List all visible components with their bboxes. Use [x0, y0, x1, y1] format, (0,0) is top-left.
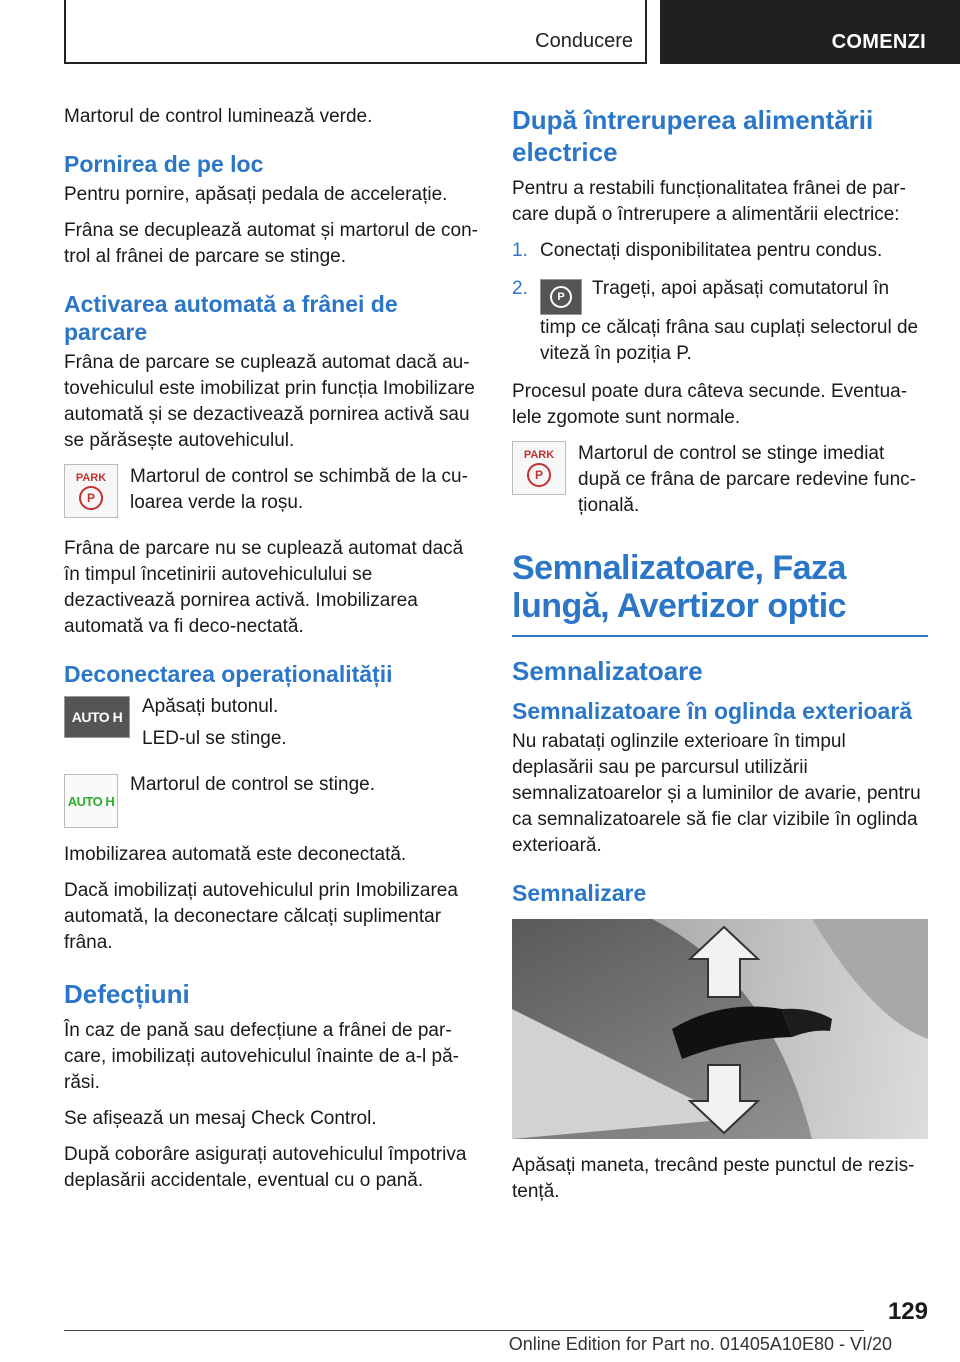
park-brake-icon	[64, 464, 118, 518]
list-item	[512, 238, 928, 264]
park-icon-label: PARK	[75, 471, 107, 484]
heading-defectiuni: Defecțiuni	[64, 979, 190, 1009]
header-chapter-tab	[660, 0, 960, 64]
switch-symbol: P	[550, 286, 572, 308]
park-indicator-text: Martorul de control se schimbă de la cu-loarea verde la roșu.	[130, 466, 468, 513]
autoh-indicator-icon: AUTO H	[64, 774, 118, 828]
heading-deconectare: Deconectarea operaționalității	[64, 661, 393, 687]
heading-pornire: Pornirea de pe loc	[64, 151, 264, 177]
heading-activare: Activarea automată a frânei de parcare	[64, 291, 398, 345]
park-icon-symbol: P	[527, 463, 551, 487]
steps-list	[512, 238, 928, 367]
autoh-press-text: Apăsați butonul.	[142, 696, 279, 717]
activare-paragraph-1: Frâna de parcare se cuplează automat dacă au-tovehiculul este imobilizat prin funcția Imobilizare automată și se dezactivează pornirea activă sau se părăsește autovehiculul.	[64, 352, 475, 451]
defectiuni-paragraph-3: După coborâre asigurați autovehiculul împotriva deplasării accidentale, eventual cu o pană.	[64, 1144, 467, 1191]
heading-dupa-intrerupere: După întreruperea alimentării electrice	[512, 105, 874, 167]
deconectare-paragraph-2: Dacă imobilizați autovehiculul prin Imobilizarea automată, la deconectare călcați suplimentar frâna.	[64, 880, 458, 953]
park-icon-label: PARK	[523, 448, 555, 461]
intro-paragraph: Martorul de control luminează verde.	[64, 106, 373, 127]
chapter-title: Semnalizatoare, Faza lungă, Avertizor optic	[512, 549, 928, 637]
park-off-note	[512, 441, 928, 525]
page-number: 129	[887, 1298, 928, 1325]
list-item	[512, 276, 928, 367]
park-icon-symbol: P	[79, 486, 103, 510]
parking-brake-switch-icon	[540, 279, 582, 315]
pornire-paragraph-2: Frâna se decuplează automat și martorul de con-trol al frânei de parcare se stinge.	[64, 220, 478, 267]
header-section-title: Conducere	[535, 30, 633, 52]
header-chapter-title: COMENZI	[831, 31, 926, 53]
turn-signal-lever-photo	[512, 919, 928, 1139]
heading-oglinda: Semnalizatoare în oglinda exterioară	[512, 698, 913, 724]
deconectare-paragraph-1: Imobilizarea automată este deconectată.	[64, 844, 407, 865]
park-indicator-note	[64, 464, 478, 522]
left-column	[64, 104, 478, 1204]
autoh-indicator-text: Martorul de control se stinge.	[130, 774, 376, 795]
autoh-button-note	[64, 694, 478, 758]
park-brake-icon	[512, 441, 566, 495]
lever-illustration	[512, 919, 928, 1139]
right-column	[512, 104, 928, 1215]
autoh-button-icon: AUTO H	[64, 696, 130, 738]
dupa-paragraph-2: Procesul poate dura câteva secunde. Eventua-lele zgomote sunt normale.	[512, 381, 908, 428]
pornire-paragraph-1: Pentru pornire, apăsați pedala de accelerație.	[64, 184, 448, 205]
heading-semnalizatoare: Semnalizatoare	[512, 656, 703, 686]
heading-semnalizare: Semnalizare	[512, 880, 647, 906]
defectiuni-paragraph-1: În caz de pană sau defecțiune a frânei de par-care, imobilizați autovehiculul înainte de a-l pă-răsi.	[64, 1020, 459, 1093]
step-number: 1.	[512, 240, 528, 261]
step-text: Conectați disponibilitatea pentru condus.	[540, 240, 883, 261]
autoh-led-text: LED-ul se stinge.	[142, 728, 287, 749]
oglinda-paragraph: Nu rabatați oglinzile exterioare în timpul deplasării sau pe parcursul utilizării semnalizatoarelor și a luminilor de avarie, pentru ca semnalizatoarele să fie clar vizibile în oglinda exterioară.	[512, 731, 921, 856]
footer-divider	[64, 1330, 864, 1331]
activare-paragraph-2: Frâna de parcare nu se cuplează automat dacă în timpul încetinirii autovehiculului se dezactivează pornirea activă. Imobilizarea automată va fi deco-nectată.	[64, 538, 464, 637]
defectiuni-paragraph-2: Se afișează un mesaj Check Control.	[64, 1108, 377, 1129]
park-off-text: Martorul de control se stinge imediat după ce frâna de parcare redevine func-țională.	[578, 443, 916, 516]
step-text: Trageți, apoi apăsați comutatorul în timp ce călcați frâna sau cuplați selectorul de viteză în poziția P.	[540, 278, 919, 364]
semnalizare-paragraph: Apăsați maneta, trecând peste punctul de rezis-tență.	[512, 1155, 915, 1202]
autoh-indicator-note	[64, 772, 478, 828]
edition-footer: Online Edition for Part no. 01405A10E80 - VI/20	[508, 1334, 892, 1354]
header-left-box	[64, 0, 647, 64]
step-number: 2.	[512, 278, 528, 299]
dupa-paragraph-1: Pentru a restabili funcționalitatea frânei de par-care după o întrerupere a alimentării electrice:	[512, 178, 906, 225]
